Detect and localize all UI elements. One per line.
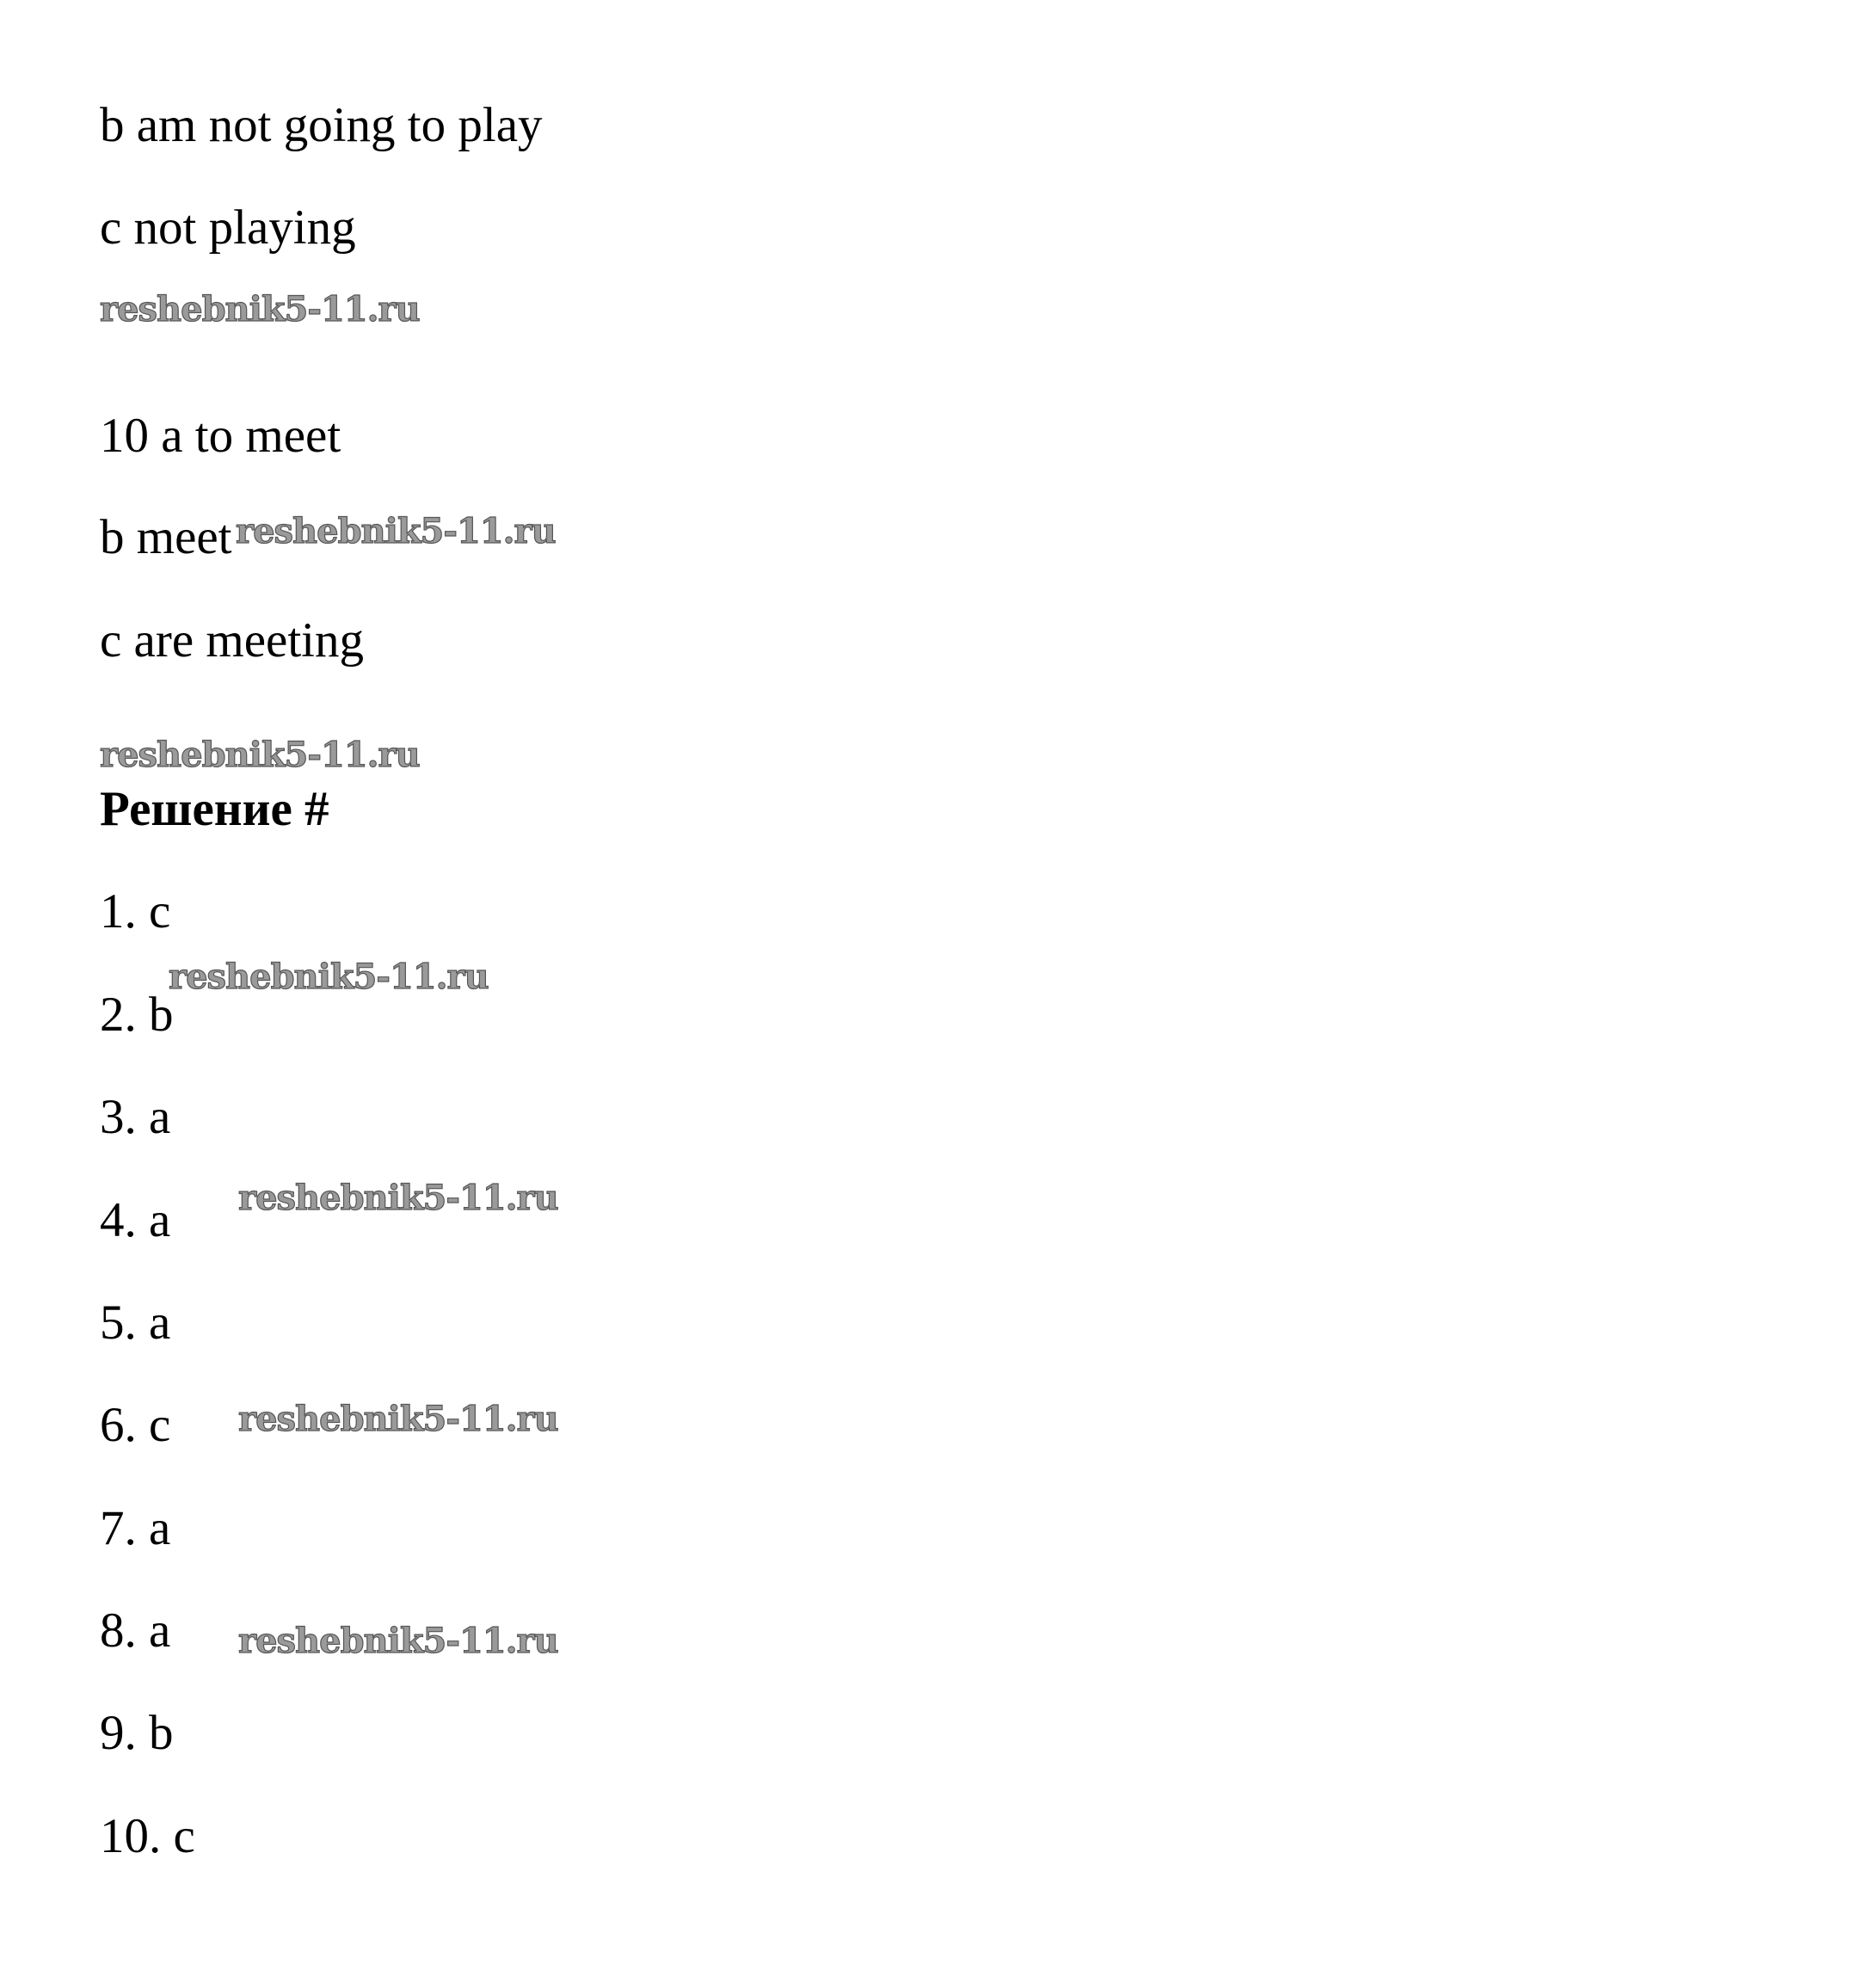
text-line-b-am-not-going-to-play: b am not going to play xyxy=(100,98,543,152)
solution-heading: Решение # xyxy=(100,782,329,836)
watermark: reshebnik5-11.ru xyxy=(238,1178,558,1218)
answer-item: 2. b xyxy=(100,988,174,1042)
text-line-c-not-playing: c not playing xyxy=(100,200,356,255)
text-line-10-a-to-meet: 10 a to meet xyxy=(100,409,341,463)
answer-item: 4. a xyxy=(100,1193,171,1247)
answer-item: 1. c xyxy=(100,884,171,939)
answer-item: 10. c xyxy=(100,1809,195,1863)
watermark: reshebnik5-11.ru xyxy=(236,511,556,551)
watermark: reshebnik5-11.ru xyxy=(238,1621,558,1661)
text-line-c-are-meeting: c are meeting xyxy=(100,613,364,668)
text-line-b-meet: b meet xyxy=(100,510,232,564)
watermark: reshebnik5-11.ru xyxy=(100,289,420,329)
answer-item: 6. c xyxy=(100,1398,171,1452)
answer-item: 5. a xyxy=(100,1296,171,1350)
answer-item: 9. b xyxy=(100,1706,174,1760)
watermark: reshebnik5-11.ru xyxy=(238,1399,558,1439)
watermark: reshebnik5-11.ru xyxy=(100,735,420,775)
answer-item: 3. a xyxy=(100,1090,171,1144)
answer-item: 7. a xyxy=(100,1501,171,1555)
answer-item: 8. a xyxy=(100,1603,171,1658)
watermark: reshebnik5-11.ru xyxy=(169,957,489,997)
